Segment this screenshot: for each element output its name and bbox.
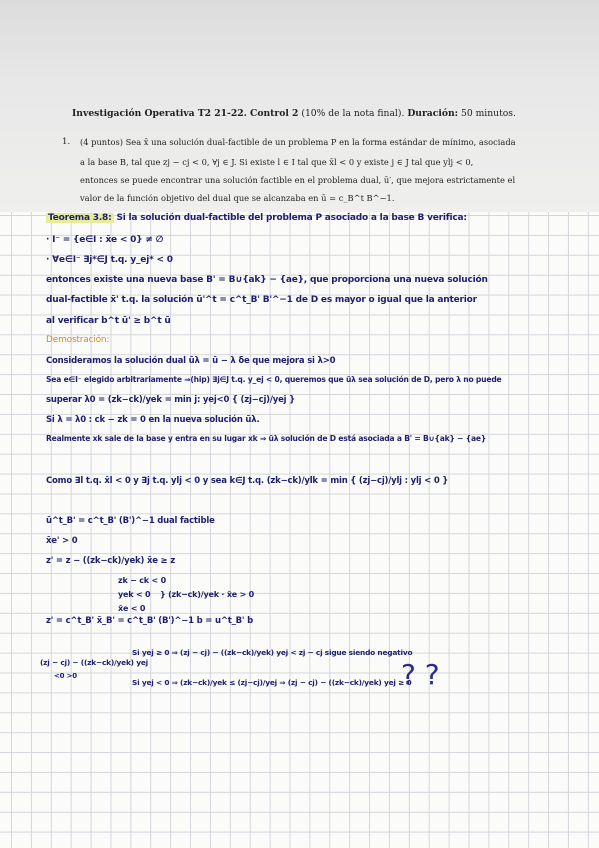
proof-line-12c: Si yej ≥ 0 ⇒ (zj − cj) − ((zk−ck)/yek) yej < zj − cj sigue siendo negativo [132, 648, 413, 657]
proof-line-10b: yek < 0 [118, 590, 151, 599]
proof-line-2: Sea e∈I⁻ elegido arbitrariamente ⇒(hip) ∃j∈J t.q. y_ej < 0, queremos que ūλ sea solución de D, pero λ no puede [46, 375, 502, 384]
theorem-statement: Si la solución dual-factible del problema P asociado a la base B verifica: [113, 213, 467, 223]
proof-line-6: Como ∃l t.q. x̄l < 0 y ∃j t.q. ylj < 0 y sea k∈J t.q. (zk−ck)/ylk = min { (zj−cj)/ylj : ylj < 0 } [46, 476, 449, 486]
condition-1: · I⁻ = {e∈I : x̄e < 0} ≠ ∅ [46, 235, 164, 245]
proof-line-9: z' = z − ((zk−ck)/yek) x̄e ≥ z [46, 556, 175, 566]
proof-line-1: Consideramos la solución dual ūλ = ū − λ δe que mejora si λ>0 [46, 356, 336, 366]
question-line-3: entonces se puede encontrar una solución factible en el problema dual, ū′, que mejora estrictamente el [80, 175, 516, 185]
proof-line-11: z' = c^t_B' x̄_B' = c^t_B' (B')^−1 b = u^t_B' b [46, 616, 253, 626]
printed-exam-header [0, 0, 599, 212]
exam-title [72, 108, 516, 119]
proof-line-12b: <0 >0 [54, 672, 77, 680]
proof-line-5: Realmente xk sale de la base y entra en su lugar xk ⇒ ūλ solución de D está asociada a B' = B∪{ak} − {ae} [46, 434, 487, 443]
proof-line-12a: (zj − cj) − ((zk−ck)/yek) yej [40, 658, 148, 667]
condition-2: · ∀e∈I⁻ ∃j*∈J t.q. y_ej* < 0 [46, 255, 173, 265]
question-number: 1. [62, 137, 71, 147]
proof-label: Demostración: [46, 335, 110, 345]
question-line-1: (4 puntos) Sea x̄ una solución dual-factible de un problema P en la forma estándar de mínimo, asociada [80, 137, 516, 147]
theorem-conclusion-3: al verificar b^t ū' ≥ b^t ū [46, 316, 171, 326]
proof-line-3: superar λ0 = (zk−ck)/yek = min j: yej<0 { (zj−cj)/yej } [46, 395, 295, 405]
duration-value: 50 minutos. [458, 108, 516, 119]
proof-line-4: Si λ = λ0 : ck − zk = 0 en la nueva solución ūλ. [46, 415, 260, 425]
grid-notes-area [0, 212, 599, 848]
margin-mark-text: ? ? [401, 658, 440, 691]
duration-label: Duración: [407, 108, 459, 119]
theorem-conclusion-2: dual-factible x̄' t.q. la solución ū'^t = c^t_B' B'^−1 de D es mayor o igual que la anterior [46, 295, 477, 305]
course-name: Investigación Operativa T2 21-22. Control 2 [72, 108, 299, 119]
theorem-line [46, 213, 467, 223]
proof-line-8: x̄e' > 0 [46, 536, 78, 546]
proof-line-12d: Si yej < 0 ⇒ (zk−ck)/yek ≤ (zj−cj)/yej ⇒ (zj − cj) − ((zk−ck)/yek) yej ≥ 0 [132, 678, 412, 687]
theorem-conclusion-1: entonces existe una nueva base B' = B∪{ak} − {ae}, que proporciona una nueva solución [46, 275, 488, 285]
proof-line-10c: x̄e < 0 [118, 604, 146, 613]
margin-question-marks [395, 648, 475, 698]
question-line-4: valor de la función objetivo del dual que se alcanzaba en ū = c_B^t B^−1. [80, 193, 395, 203]
grade-weight: (10% de la nota final). [298, 108, 408, 119]
question-line-2: a la base B, tal que zj − cj < 0, ∀j ∈ J. Si existe l ∈ I tal que x̄l < 0 y existe j ∈ J tal que ylj < 0, [80, 157, 474, 167]
proof-line-10-result: } (zk−ck)/yek · x̄e > 0 [160, 590, 255, 599]
theorem-label: Teorema 3.8: [48, 213, 112, 223]
proof-line-7: ū^t_B' = c^t_B' (B')^−1 dual factible [46, 516, 215, 526]
proof-line-10a: zk − ck < 0 [118, 576, 166, 585]
